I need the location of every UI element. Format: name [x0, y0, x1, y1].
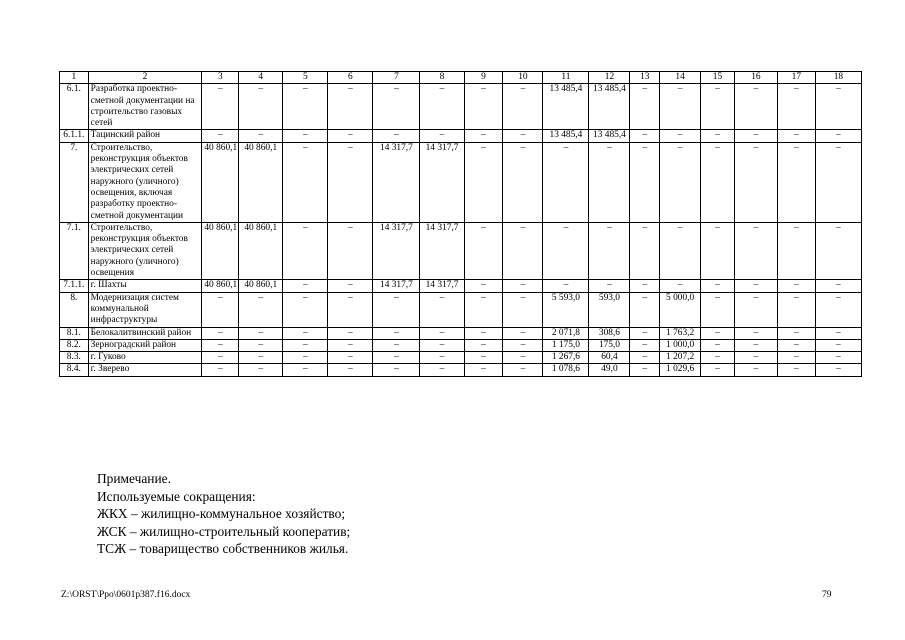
- header-cell: 2: [88, 72, 202, 84]
- value-cell: –: [777, 280, 815, 292]
- value-cell: –: [660, 280, 701, 292]
- value-cell: –: [660, 142, 701, 222]
- value-cell: –: [328, 142, 373, 222]
- value-cell: 593,0: [589, 292, 630, 327]
- table-row: [60, 130, 862, 142]
- value-cell: –: [815, 327, 861, 339]
- header-cell: 1: [60, 72, 89, 84]
- value-cell: –: [328, 327, 373, 339]
- value-cell: –: [464, 142, 503, 222]
- value-cell: –: [373, 130, 420, 142]
- row-name-cell: Белокалитвинский район: [88, 327, 202, 339]
- value-cell: 13 485,4: [543, 130, 589, 142]
- table-header-row: [60, 72, 862, 84]
- value-cell: –: [734, 364, 777, 376]
- budget-table: [59, 71, 862, 377]
- value-cell: –: [630, 292, 660, 327]
- row-number-cell: 8.: [60, 292, 89, 327]
- value-cell: –: [777, 364, 815, 376]
- value-cell: –: [328, 222, 373, 279]
- value-cell: 1 000,0: [660, 339, 701, 351]
- value-cell: –: [202, 352, 239, 364]
- header-cell: 14: [660, 72, 701, 84]
- value-cell: –: [283, 280, 328, 292]
- value-cell: –: [630, 280, 660, 292]
- value-cell: 175,0: [589, 339, 630, 351]
- table-row: [60, 292, 862, 327]
- header-cell: 8: [420, 72, 464, 84]
- value-cell: –: [239, 364, 283, 376]
- value-cell: –: [420, 327, 464, 339]
- row-name-cell: г. Гуково: [88, 352, 202, 364]
- value-cell: –: [630, 352, 660, 364]
- value-cell: –: [328, 292, 373, 327]
- row-name-cell: г. Зверево: [88, 364, 202, 376]
- value-cell: –: [239, 339, 283, 351]
- value-cell: 40 860,1: [202, 280, 239, 292]
- row-name-cell: Строительство, реконструкция объектов электрических сетей наружного (уличного) освещения: [88, 222, 202, 279]
- value-cell: 14 317,7: [420, 142, 464, 222]
- value-cell: –: [701, 222, 735, 279]
- value-cell: –: [420, 352, 464, 364]
- value-cell: –: [283, 142, 328, 222]
- notes-line-tszh: ТСЖ – товарищество собственников жилья.: [97, 541, 349, 556]
- value-cell: –: [815, 142, 861, 222]
- value-cell: –: [464, 364, 503, 376]
- value-cell: –: [815, 222, 861, 279]
- value-cell: –: [283, 130, 328, 142]
- row-number-cell: 8.3.: [60, 352, 89, 364]
- value-cell: –: [503, 339, 543, 351]
- table-row: [60, 280, 862, 292]
- value-cell: –: [283, 352, 328, 364]
- table-row: [60, 222, 862, 279]
- value-cell: –: [373, 339, 420, 351]
- value-cell: –: [503, 292, 543, 327]
- value-cell: –: [815, 364, 861, 376]
- value-cell: –: [328, 280, 373, 292]
- value-cell: –: [328, 339, 373, 351]
- value-cell: –: [701, 327, 735, 339]
- value-cell: –: [464, 130, 503, 142]
- value-cell: –: [630, 142, 660, 222]
- value-cell: –: [815, 130, 861, 142]
- value-cell: –: [815, 339, 861, 351]
- value-cell: 49,0: [589, 364, 630, 376]
- value-cell: –: [777, 142, 815, 222]
- value-cell: –: [734, 222, 777, 279]
- value-cell: –: [328, 364, 373, 376]
- header-cell: 3: [202, 72, 239, 84]
- value-cell: –: [503, 84, 543, 130]
- header-cell: 15: [701, 72, 735, 84]
- value-cell: –: [734, 142, 777, 222]
- table-row: [60, 142, 862, 222]
- value-cell: –: [543, 280, 589, 292]
- value-cell: –: [777, 352, 815, 364]
- table-row: [60, 339, 862, 351]
- value-cell: –: [543, 222, 589, 279]
- value-cell: –: [283, 364, 328, 376]
- value-cell: 14 317,7: [373, 280, 420, 292]
- value-cell: 40 860,1: [239, 222, 283, 279]
- value-cell: 40 860,1: [202, 222, 239, 279]
- value-cell: 60,4: [589, 352, 630, 364]
- value-cell: –: [701, 280, 735, 292]
- table-row: [60, 364, 862, 376]
- row-number-cell: 7.1.1.: [60, 280, 89, 292]
- value-cell: –: [734, 327, 777, 339]
- value-cell: –: [503, 327, 543, 339]
- value-cell: –: [202, 292, 239, 327]
- value-cell: –: [734, 280, 777, 292]
- value-cell: –: [503, 130, 543, 142]
- value-cell: –: [589, 280, 630, 292]
- value-cell: –: [420, 292, 464, 327]
- table-row: [60, 352, 862, 364]
- header-cell: 16: [734, 72, 777, 84]
- value-cell: –: [777, 327, 815, 339]
- header-cell: 10: [503, 72, 543, 84]
- value-cell: –: [777, 292, 815, 327]
- value-cell: –: [373, 364, 420, 376]
- value-cell: 13 485,4: [543, 84, 589, 130]
- value-cell: –: [734, 352, 777, 364]
- value-cell: –: [701, 364, 735, 376]
- row-number-cell: 8.4.: [60, 364, 89, 376]
- value-cell: 40 860,1: [202, 142, 239, 222]
- value-cell: –: [464, 222, 503, 279]
- value-cell: –: [734, 84, 777, 130]
- value-cell: –: [239, 352, 283, 364]
- value-cell: –: [815, 352, 861, 364]
- value-cell: –: [630, 222, 660, 279]
- value-cell: 40 860,1: [239, 142, 283, 222]
- value-cell: –: [503, 222, 543, 279]
- value-cell: –: [701, 352, 735, 364]
- value-cell: –: [328, 352, 373, 364]
- value-cell: 14 317,7: [373, 142, 420, 222]
- value-cell: 1 078,6: [543, 364, 589, 376]
- value-cell: –: [734, 130, 777, 142]
- value-cell: –: [239, 292, 283, 327]
- value-cell: –: [660, 84, 701, 130]
- value-cell: –: [589, 142, 630, 222]
- value-cell: –: [734, 339, 777, 351]
- notes-line-zhkh: ЖКХ – жилищно-коммунальное хозяйство;: [97, 506, 346, 521]
- value-cell: –: [630, 130, 660, 142]
- value-cell: –: [464, 280, 503, 292]
- row-number-cell: 7.1.: [60, 222, 89, 279]
- value-cell: 13 485,4: [589, 130, 630, 142]
- value-cell: –: [543, 142, 589, 222]
- value-cell: 14 317,7: [420, 222, 464, 279]
- value-cell: –: [630, 364, 660, 376]
- footer-file-path: Z:\ORST\Ppo\0601p387.f16.docx: [61, 590, 191, 600]
- row-name-cell: Модернизация систем коммунальной инфраструктуры: [88, 292, 202, 327]
- value-cell: –: [464, 339, 503, 351]
- value-cell: –: [734, 292, 777, 327]
- value-cell: –: [464, 352, 503, 364]
- value-cell: –: [464, 292, 503, 327]
- value-cell: –: [701, 339, 735, 351]
- value-cell: 5 593,0: [543, 292, 589, 327]
- row-number-cell: 7.: [60, 142, 89, 222]
- value-cell: –: [328, 130, 373, 142]
- value-cell: –: [283, 339, 328, 351]
- value-cell: –: [503, 142, 543, 222]
- value-cell: –: [701, 84, 735, 130]
- value-cell: 308,6: [589, 327, 630, 339]
- header-cell: 7: [373, 72, 420, 84]
- value-cell: –: [202, 84, 239, 130]
- notes-title: Примечание.: [97, 471, 171, 486]
- value-cell: –: [373, 84, 420, 130]
- value-cell: –: [777, 339, 815, 351]
- value-cell: –: [420, 84, 464, 130]
- value-cell: –: [660, 130, 701, 142]
- table-row: [60, 84, 862, 130]
- header-cell: 12: [589, 72, 630, 84]
- value-cell: –: [373, 327, 420, 339]
- value-cell: –: [630, 339, 660, 351]
- value-cell: 2 071,8: [543, 327, 589, 339]
- value-cell: –: [815, 292, 861, 327]
- header-cell: 17: [777, 72, 815, 84]
- value-cell: –: [202, 364, 239, 376]
- value-cell: –: [283, 84, 328, 130]
- value-cell: 13 485,4: [589, 84, 630, 130]
- value-cell: –: [777, 130, 815, 142]
- value-cell: –: [464, 84, 503, 130]
- value-cell: 1 267,6: [543, 352, 589, 364]
- row-name-cell: Тацинский район: [88, 130, 202, 142]
- value-cell: –: [503, 364, 543, 376]
- header-cell: 13: [630, 72, 660, 84]
- value-cell: –: [239, 84, 283, 130]
- value-cell: –: [589, 222, 630, 279]
- notes-line-zhsk: ЖСК – жилищно-строительный кооператив;: [97, 523, 351, 539]
- value-cell: –: [283, 222, 328, 279]
- value-cell: 1 207,2: [660, 352, 701, 364]
- header-cell: 4: [239, 72, 283, 84]
- value-cell: –: [815, 84, 861, 130]
- value-cell: –: [503, 280, 543, 292]
- value-cell: –: [777, 84, 815, 130]
- row-number-cell: 6.1.1.: [60, 130, 89, 142]
- value-cell: –: [373, 292, 420, 327]
- value-cell: –: [660, 222, 701, 279]
- value-cell: –: [239, 327, 283, 339]
- table-row: [60, 327, 862, 339]
- header-cell: 6: [328, 72, 373, 84]
- row-name-cell: г. Шахты: [88, 280, 202, 292]
- value-cell: 5 000,0: [660, 292, 701, 327]
- value-cell: –: [283, 292, 328, 327]
- value-cell: –: [420, 339, 464, 351]
- value-cell: –: [815, 280, 861, 292]
- row-number-cell: 6.1.: [60, 84, 89, 130]
- row-name-cell: Зерноградский район: [88, 339, 202, 351]
- value-cell: 40 860,1: [239, 280, 283, 292]
- row-name-cell: Строительство, реконструкция объектов электрических сетей наружного (уличного) освещения, включая разработку проектно-сметной документации: [88, 142, 202, 222]
- value-cell: –: [328, 84, 373, 130]
- row-name-cell: Разработка проектно-сметной документации на строительство газовых сетей: [88, 84, 202, 130]
- value-cell: –: [701, 142, 735, 222]
- value-cell: –: [503, 352, 543, 364]
- value-cell: –: [464, 327, 503, 339]
- value-cell: –: [202, 339, 239, 351]
- header-cell: 11: [543, 72, 589, 84]
- notes-subtitle: Используемые сокращения:: [97, 488, 256, 504]
- value-cell: –: [630, 84, 660, 130]
- value-cell: 1 175,0: [543, 339, 589, 351]
- value-cell: –: [202, 130, 239, 142]
- value-cell: –: [630, 327, 660, 339]
- row-number-cell: 8.2.: [60, 339, 89, 351]
- footer-page-number: 79: [822, 590, 832, 600]
- value-cell: –: [420, 130, 464, 142]
- value-cell: 14 317,7: [373, 222, 420, 279]
- value-cell: –: [239, 130, 283, 142]
- value-cell: –: [701, 130, 735, 142]
- header-cell: 18: [815, 72, 861, 84]
- value-cell: 14 317,7: [420, 280, 464, 292]
- value-cell: 1 029,6: [660, 364, 701, 376]
- value-cell: 1 763,2: [660, 327, 701, 339]
- header-cell: 9: [464, 72, 503, 84]
- value-cell: –: [701, 292, 735, 327]
- row-number-cell: 8.1.: [60, 327, 89, 339]
- value-cell: –: [202, 327, 239, 339]
- value-cell: –: [777, 222, 815, 279]
- value-cell: –: [420, 364, 464, 376]
- notes-block: [97, 470, 350, 558]
- value-cell: –: [373, 352, 420, 364]
- header-cell: 5: [283, 72, 328, 84]
- value-cell: –: [283, 327, 328, 339]
